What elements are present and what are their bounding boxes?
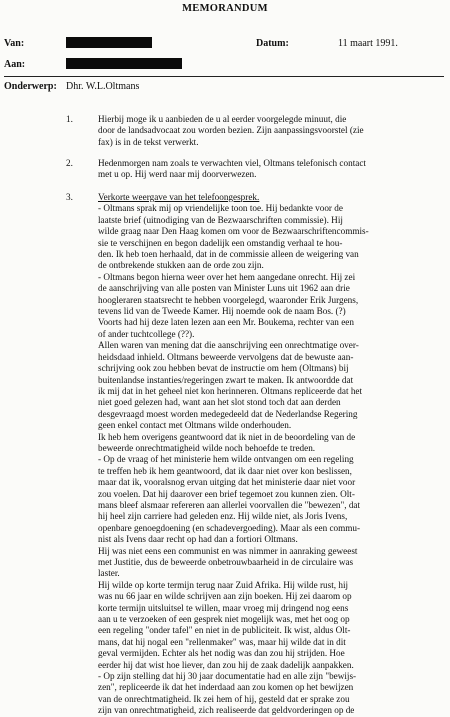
text-line: den. Ik heb toen herhaald, dat in de commissie alleen de weigering van <box>98 249 359 260</box>
item-1-number: 1. <box>66 114 73 124</box>
text-line: met Justitie, dus de beweerde onbetrouwbaarheid in de circulaire was <box>98 557 354 567</box>
text-line: - Oltmans begon hierna weer over het hem aangedane onrecht. Hij zei <box>98 271 356 282</box>
datum-value: 11 maart 1991. <box>338 38 398 49</box>
text-line: hij heel zijn carriere had geleden enz. Hij wilde niet, als Joris Ivens, <box>98 511 348 522</box>
onderwerp-value: Dhr. W.L.Oltmans <box>66 81 140 92</box>
text-line: beweerde onrechtmatigheid wilde noch behoefde te treden. <box>98 442 316 453</box>
item-3-number: 3. <box>66 192 73 202</box>
memo-title: MEMORANDUM <box>182 3 268 14</box>
text-line: een regeling "onder tafel" en niet in de publiciteit. Ik wist, aldus Olt- <box>98 625 351 636</box>
text-line: niet goed gelezen had, want aan het slot stond toch dat aan derden <box>98 397 341 408</box>
text-line: wilde graag naar Den Haag komen om voor de Bezwaarschriftencommis- <box>98 226 369 237</box>
text-line: was nu 66 jaar en wilde schrijven aan zijn boeken. Hij zei daarom op <box>98 591 352 602</box>
text-line: laatste brief (uitnodiging van de Bezwaarschriften commissie). Hij <box>98 214 343 225</box>
text-line: - Op zijn stelling dat hij 30 jaar documentatie had en alle zijn "bewijs- <box>98 671 357 682</box>
aan-label: Aan: <box>4 59 26 70</box>
text-line: aan u te verzoeken of een gesprek niet mogelijk was, met het oog op <box>98 614 350 625</box>
text-line: Ik heb hem overigens geantwoord dat ik niet in de beoordeling van de <box>98 431 356 442</box>
text-line: of ander tuchtcollege (??). <box>98 328 195 339</box>
text-line: Hij was niet eens een communist en was nimmer in aanraking geweest <box>98 545 358 556</box>
text-line: door de landsadvocaat zou worden bezien. Zijn aanpassingsvoorstel (zie <box>98 125 364 136</box>
text-line: Voorts had hij deze laten lezen aan een Mr. Boukema, rechter van een <box>98 317 354 328</box>
text-line: desgevraagd moest worden medegedeeld dat de Nederlandse Regering <box>98 408 358 419</box>
text-line: geval vermijden. Echter als het nodig was dan zou hij strijden. Hoe <box>98 648 345 659</box>
text-line: ik mij dat in het geheel niet kon herinneren. Oltmans repliceerde dat het <box>98 385 363 396</box>
datum-label: Datum: <box>256 38 289 49</box>
text-line: zen", repliceerde ik dat het inderdaad aan zou komen op het bewijzen <box>98 682 354 693</box>
text-line: tevens lid van de Tweede Kamer. Hij noemde ook de naam Bos. (?) <box>98 306 346 317</box>
text-line: eerder hij dat wist hoe liever, dan zou hij de zaak dadelijk aanpakken. <box>98 659 354 670</box>
text-line: met u op. Hij werd naar mij doorverwezen. <box>98 169 257 180</box>
text-line: maar dat ik, vooralsnog ervan uitging dat het ministerie daar niet voor <box>98 477 356 488</box>
text-line: openbare genoegdoening (en schadevergoeding). Maar als een commu- <box>98 522 361 533</box>
text-line: mans bleef alsmaar refereren aan allerlei voorvallen die "bewezen", dat <box>98 499 361 510</box>
text-line: laster. <box>98 568 120 579</box>
text-line: korte termijn uitsluitsel te willen, maar vroeg mij dringend nog eens <box>98 602 349 613</box>
item-3-body <box>98 203 444 716</box>
text-line: mans, dat hij nogal een "rellenmaker" was, maar hij wilde dat in dit <box>98 636 346 647</box>
text-line: - Oltmans sprak mij op vriendelijke toon toe. Hij bedankte voor de <box>98 203 343 214</box>
text-line: van de onrechtmatigheid. Ik zei hem of hij, gesteld dat er sprake zou <box>98 693 350 704</box>
text-line: heidsdaad inhield. Oltmans beweerde vervolgens dat de bewuste aan- <box>98 351 354 362</box>
onderwerp-label: Onderwerp: <box>4 81 57 92</box>
text-line: schrijving ook zou hebben bevat de instructie om hem (Oltmans) bij <box>98 363 349 374</box>
text-line: nist als Ivens daar recht op had dan a fortiori Oltmans. <box>98 534 298 545</box>
text-line: Allen waren van mening dat die aanschrijving een onrechtmatige over- <box>98 340 359 351</box>
text-line: zou voelen. Dat hij daarover een brief tegemoet zou kunnen zien. Olt- <box>98 488 355 499</box>
text-line: Hierbij moge ik u aanbieden de u al eerder voorgelegde minuut, die <box>98 114 347 124</box>
redaction-aan <box>66 58 182 69</box>
item-2-text <box>98 158 444 181</box>
van-label: Van: <box>4 38 25 49</box>
text-line: zijn van onrechtmatigheid, zich realiseerde dat geldvorderingen op de <box>98 705 355 716</box>
text-line: hoogleraren staatsrecht te hebben voorgelegd, waaronder Erik Jurgens, <box>98 294 359 305</box>
text-line: Hij wilde op korte termijn terug naar Zuid Afrika. Hij wilde rust, hij <box>98 579 349 590</box>
item-3-heading: Verkorte weergave van het telefoongesprek. <box>98 192 260 202</box>
text-line: fax) is in de tekst verwerkt. <box>98 136 199 147</box>
text-line: - Op de vraag of het ministerie hem wilde ontvangen om een regeling <box>98 454 354 465</box>
item-1-text <box>98 114 444 148</box>
text-line: sie te verschijnen en begon dadelijk een omstandig verhaal te hou- <box>98 237 343 248</box>
text-line: geen enkel contact met Oltmans wilde onderhouden. <box>98 420 292 431</box>
header-rule <box>4 76 444 77</box>
text-line: de ontbrekende stukken aan de orde zou zijn. <box>98 260 264 271</box>
item-3-text <box>98 192 444 717</box>
item-2-number: 2. <box>66 158 73 168</box>
redaction-van <box>66 37 152 48</box>
text-line: buitenlandse instanties/regeringen zwart te maken. Ik antwoordde dat <box>98 374 354 385</box>
text-line: de aanschrijving van alle posten van Minister Luns uit 1962 aan drie <box>98 283 350 294</box>
text-line: Hedenmorgen nam zoals te verwachten viel, Oltmans telefonisch contact <box>98 158 366 168</box>
text-line: te treffen heb ik hem geantwoord, dat ik daar niet over kon beslissen, <box>98 465 352 476</box>
